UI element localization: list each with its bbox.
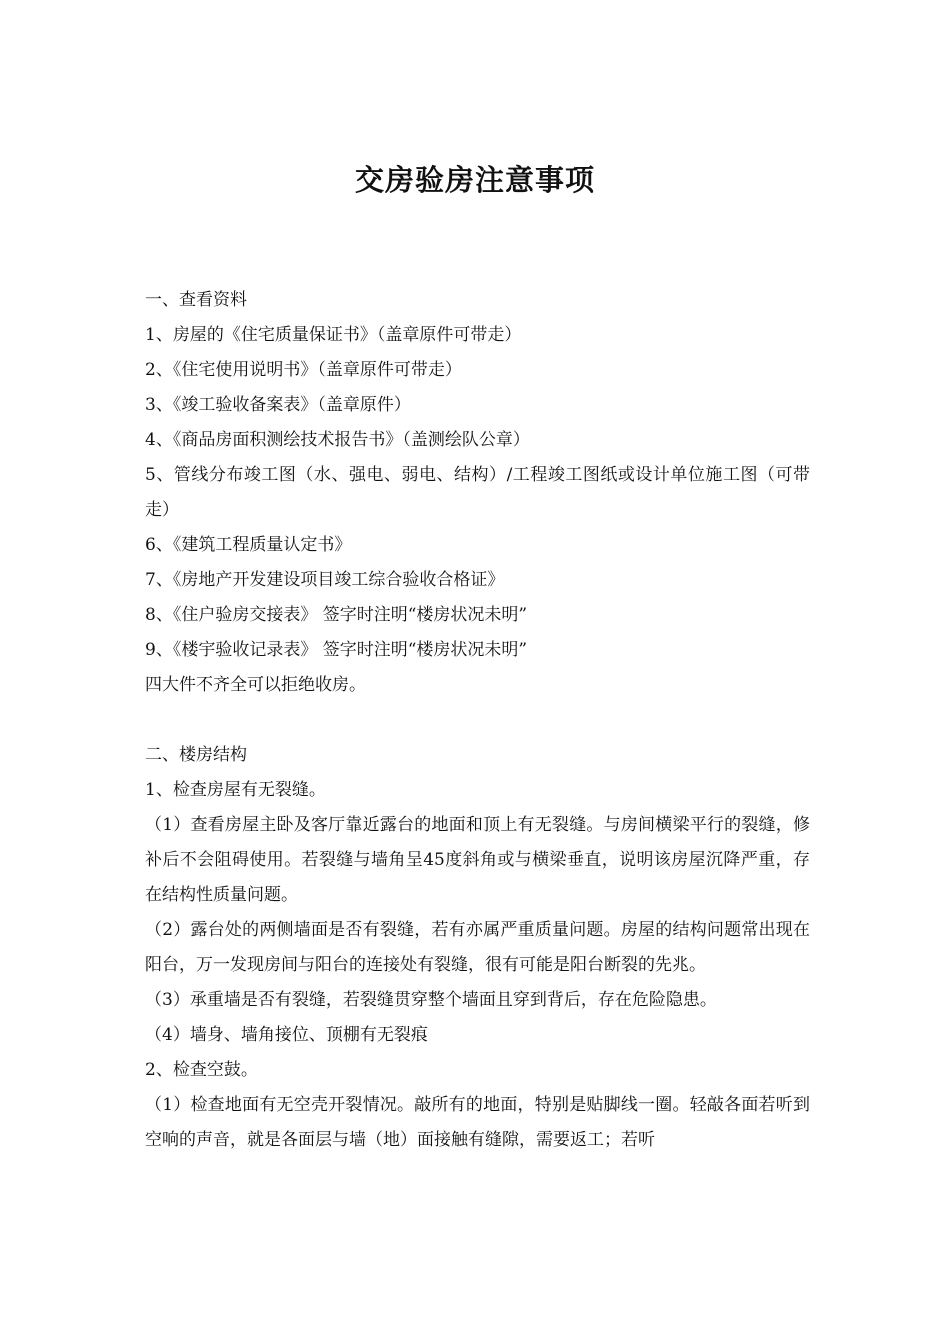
paragraph: （3）承重墙是否有裂缝，若裂缝贯穿整个墙面且穿到背后，存在危险隐患。 [145,990,717,1010]
list-item: 6、《建筑工程质量认定书》 [145,535,352,555]
paragraph: （1）查看房屋主卧及客厅靠近露台的地面和顶上有无裂缝。与房间横梁平行的裂缝，修补后不会阻碍使用。若裂缝与墙角呈45度斜角或与横梁垂直，说明该房屋沉降严重，存在结构性质量问题。 [145,815,810,905]
list-item: 3、《竣工验收备案表》（盖章原件） [145,395,411,415]
section-heading: 二、楼房结构 [145,745,247,765]
section-note: 四大件不齐全可以拒绝收房。 [145,675,366,695]
list-item: 4、《商品房面积测绘技术报告书》（盖测绘队公章） [145,430,530,450]
paragraph: （4）墙身、墙角接位、顶棚有无裂痕 [145,1025,428,1045]
subsection-title: 1、检查房屋有无裂缝。 [145,780,326,800]
subsection-title: 2、检查空鼓。 [145,1060,258,1080]
list-item: 2、《住宅使用说明书》（盖章原件可带走） [145,360,462,380]
paragraph: （2）露台处的两侧墙面是否有裂缝，若有亦属严重质量问题。房屋的结构问题常出现在阳台，万一发现房间与阳台的连接处有裂缝，很有可能是阳台断裂的先兆。 [145,920,810,975]
list-item: 8、《住户验房交接表》 签字时注明“楼房状况未明” [145,605,528,625]
page-title: 交房验房注意事项 [354,163,595,197]
paragraph: （1）检查地面有无空壳开裂情况。敲所有的地面，特别是贴脚线一圈。轻敲各面若听到空响的声音，就是各面层与墙（地）面接触有缝隙，需要返工；若听 [145,1095,810,1150]
section-heading: 一、查看资料 [145,290,247,310]
paragraph-spacer [145,703,810,738]
list-item: 1、房屋的《住宅质量保证书》（盖章原件可带走） [145,325,522,345]
list-item: 7、《房地产开发建设项目竣工综合验收合格证》 [145,570,505,590]
list-item: 9、《楼宇验收记录表》 签字时注明“楼房状况未明” [145,640,528,660]
document-body [145,283,810,1158]
list-item: 5、管线分布竣工图（水、强电、弱电、结构）/工程竣工图纸或设计单位施工图（可带走） [145,465,810,520]
